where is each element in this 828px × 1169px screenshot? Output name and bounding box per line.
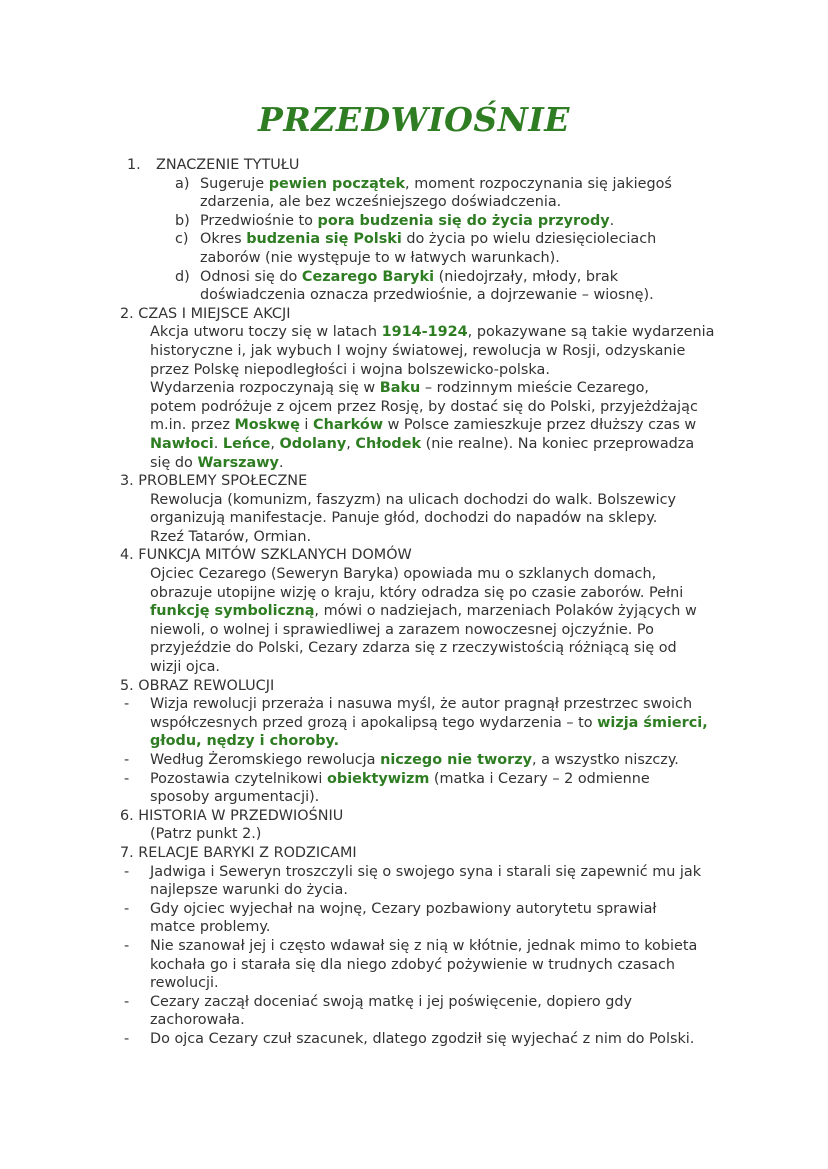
bullet-dash: - <box>124 1030 130 1047</box>
item-label: c) <box>175 231 189 248</box>
section-number: 1. <box>127 157 141 173</box>
list-item: - Cezary zaczął doceniać swoją matkę i jej poświęcenie, dopiero gdy zachorowała. <box>124 993 633 1029</box>
bullet-dash: - <box>124 937 130 954</box>
section-3-body: Rewolucja (komunizm, faszyzm) na ulicach dochodzi do walk. Bolszewicy organizują manifestacje. Panuje głód, dochodzi do napadów na sklepy. Rzeź Tatarów, Ormian. <box>150 491 676 545</box>
list-item: - Wizja rewolucji przeraża i nasuwa myśl, że autor pragnął przestrzec swoich współczesnych przed grozą i apokalipsą tego wydarzenia – to wizja śmierci, głodu, nędzy i choroby. <box>124 696 708 750</box>
list-item: - Jadwiga i Seweryn troszczyli się o swojego syna i starali się zapewnić mu jak najlepsze warunki do życia. <box>124 863 702 899</box>
bullet-dash: - <box>124 863 130 880</box>
section-6-heading: 6. HISTORIA W PRZEDWIOŚNIU <box>120 807 344 824</box>
section-5-heading: 5. OBRAZ REWOLUCJI <box>120 677 275 694</box>
section-1-heading <box>120 156 770 175</box>
section-2-body: Akcja utworu toczy się w latach 1914-1924, pokazywane są takie wydarzenia historyczne i, jak wybuch I wojny światowej, rewolucja w Rosji, odzyskanie przez Polskę niepodległości i wojna bolszewicko-polska. Wydarzenia rozpoczynają się w Baku – rodzinnym mieście Cezarego, potem podróżuje z ojcem przez Rosję, by dostać się do Polski, przyjeżdżając m.in. przez Moskwę i Charków w Polsce zamieszkuje przez dłuższy czas w Nawłoci. Leńce, Odolany, Chłodek (nie realne). Na koniec przeprowadza się do Warszawy. <box>150 324 715 471</box>
list-item: - Według Żeromskiego rewolucja niczego nie tworzy, a wszystko niszczy. <box>124 752 679 768</box>
bullet-dash: - <box>124 696 130 713</box>
page-title: PRZEDWIOŚNIE <box>258 100 570 139</box>
document-body <box>120 156 770 1049</box>
bullet-dash: - <box>124 993 130 1010</box>
list-item: b) Przedwiośnie to pora budzenia się do życia przyrody. <box>175 212 615 229</box>
bullet-dash: - <box>124 752 130 768</box>
list-item: c) Okres budzenia się Polski do życia po wielu dziesięcioleciach zaborów (nie występuje to w łatwych warunkach). <box>175 231 657 266</box>
list-item: a) Sugeruje pewien początek, moment rozpoczynania się jakiegoś zdarzenia, ale bez wcześniejszego doświadczenia. <box>175 175 672 211</box>
section-3-heading: 3. PROBLEMY SPOŁECZNE <box>120 473 308 490</box>
list-item: - Gdy ojciec wyjechał na wojnę, Cezary pozbawiony autorytetu sprawiał matce problemy. <box>124 900 657 936</box>
bullet-dash: - <box>124 770 130 787</box>
list-item: - Do ojca Cezary czuł szacunek, dlatego zgodził się wyjechać z nim do Polski. <box>124 1030 695 1047</box>
section-7-heading: 7. RELACJE BARYKI Z RODZICAMI <box>120 844 357 861</box>
section-title: ZNACZENIE TYTUŁU <box>156 157 300 173</box>
list-item: d) Odnosi się do Cezarego Baryki (niedojrzały, młody, brak doświadczenia oznacza przedwiośnie, a dojrzewanie – wiosnę). <box>175 268 654 304</box>
item-label: b) <box>175 212 190 229</box>
item-label: a) <box>175 175 190 192</box>
section-4-heading: 4. FUNKCJA MITÓW SZKLANYCH DOMÓW <box>120 547 412 564</box>
section-2-heading: 2. CZAS I MIEJSCE AKCJI <box>120 305 291 322</box>
list-item: - Nie szanował jej i często wdawał się z nią w kłótnie, jednak mimo to kobieta kochała go i starała się dla niego zdobyć pożywienie w trudnych czasach rewolucji. <box>124 937 698 992</box>
bullet-dash: - <box>124 900 130 917</box>
item-label: d) <box>175 268 190 285</box>
list-item: - Pozostawia czytelnikowi obiektywizm (matka i Cezary – 2 odmienne sposoby argumentacji). <box>124 770 650 806</box>
section-4-body: Ojciec Cezarego (Seweryn Baryka) opowiada mu o szklanych domach, obrazuje utopijne wizję o kraju, który odradza się po czasie zaborów. Pełni funkcję symboliczną, mówi o nadziejach, marzeniach Polaków żyjących w niewoli, o wolnej i sprawiedliwej a zarazem nowoczesnej ojczyźnie. Po przyjeździe do Polski, Cezary zdarza się z rzeczywistością różniącą się od wizji ojca. <box>150 566 697 676</box>
section-6-body: (Patrz punkt 2.) <box>150 826 262 843</box>
